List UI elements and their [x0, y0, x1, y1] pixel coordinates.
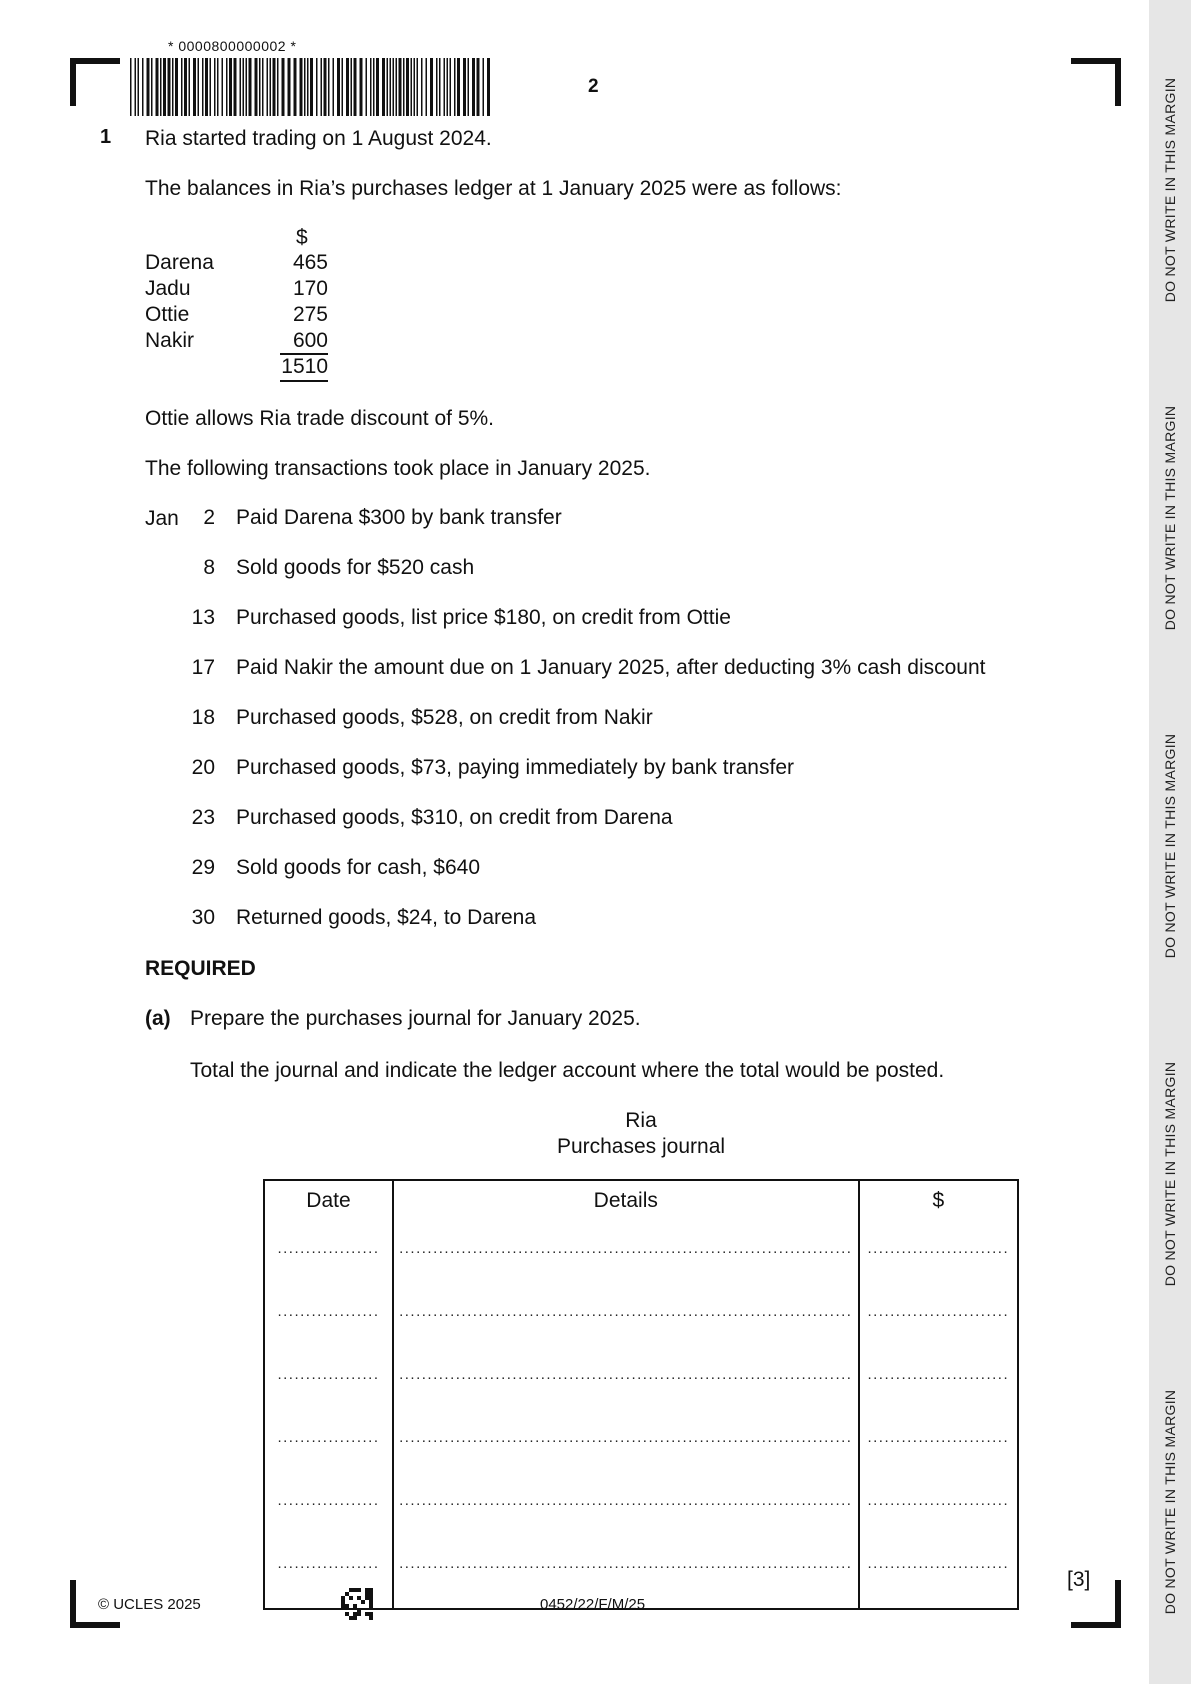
amount-answer-line[interactable]: ......................... [859, 1293, 1018, 1356]
transaction-day: 23 [191, 806, 215, 829]
margin-warning: DO NOT WRITE IN THIS MARGIN [1162, 1389, 1178, 1615]
purchases-journal-table [263, 1179, 1019, 1610]
question-intro: Ria started trading on 1 August 2024. [145, 127, 492, 150]
date-answer-line[interactable]: .................. [264, 1482, 393, 1545]
copyright-notice: © UCLES 2025 [98, 1596, 201, 1613]
details-answer-line[interactable]: ................................................................................ [393, 1230, 859, 1293]
question-number: 1 [100, 126, 112, 148]
transaction-text: Sold goods for cash, $640 [236, 856, 481, 879]
balance-amount-ottie: 275 [292, 303, 328, 326]
journal-title: Ria [625, 1109, 657, 1132]
transaction-text: Sold goods for $520 cash [236, 556, 475, 579]
corner-mark-top-left-vertical [70, 58, 76, 106]
date-answer-line[interactable]: .................. [264, 1356, 393, 1419]
journal-subtitle: Purchases journal [556, 1135, 726, 1158]
details-answer-line[interactable]: ................................................................................ [393, 1482, 859, 1545]
column-header-details: Details [393, 1180, 859, 1230]
transaction-day: 13 [191, 606, 215, 629]
date-answer-line[interactable]: .................. [264, 1419, 393, 1482]
details-answer-line[interactable]: ................................................................................ [393, 1419, 859, 1482]
amount-answer-line[interactable]: ......................... [859, 1419, 1018, 1482]
amount-answer-line[interactable]: ......................... [859, 1545, 1018, 1609]
transaction-day: 18 [191, 706, 215, 729]
column-header-date: Date [264, 1180, 393, 1230]
barcode-image [130, 58, 492, 116]
journal-row [264, 1293, 1018, 1356]
journal-row [264, 1230, 1018, 1293]
transaction-text: Returned goods, $24, to Darena [236, 906, 537, 929]
balance-name-jadu: Jadu [145, 277, 191, 300]
total-rule-bottom [280, 380, 328, 382]
details-answer-line[interactable]: ................................................................................ [393, 1545, 859, 1609]
part-a-text: Prepare the purchases journal for January 2025. [190, 1007, 641, 1030]
journal-row [264, 1482, 1018, 1545]
details-answer-line[interactable]: ................................................................................ [393, 1356, 859, 1419]
transaction-day: 17 [191, 656, 215, 679]
corner-mark-bottom-left [70, 1622, 120, 1628]
margin-warning: DO NOT WRITE IN THIS MARGIN [1162, 1061, 1178, 1287]
transaction-day: 30 [191, 906, 215, 929]
date-answer-line[interactable]: .................. [264, 1293, 393, 1356]
margin-warning: DO NOT WRITE IN THIS MARGIN [1162, 733, 1178, 959]
transaction-text: Purchased goods, $528, on credit from Nakir [236, 706, 653, 729]
transaction-day: 8 [203, 556, 215, 579]
currency-header: $ [296, 226, 308, 249]
transaction-day: 29 [191, 856, 215, 879]
balance-amount-nakir: 600 [292, 329, 328, 352]
corner-mark-bottom-right-vertical [1115, 1580, 1121, 1628]
transactions-intro: The following transactions took place in January 2025. [145, 457, 651, 480]
corner-mark-bottom-left-vertical [70, 1580, 76, 1628]
corner-mark-bottom-right [1071, 1622, 1121, 1628]
balance-name-darena: Darena [145, 251, 214, 274]
part-a-instruction: Total the journal and indicate the ledger account where the total would be posted. [190, 1059, 945, 1082]
paper-code: 0452/22/F/M/25 [540, 1596, 646, 1613]
amount-answer-line[interactable]: ......................... [859, 1356, 1018, 1419]
amount-answer-line[interactable]: ......................... [859, 1230, 1018, 1293]
balances-intro: The balances in Ria’s purchases ledger at 1 January 2025 were as follows: [145, 177, 842, 200]
month-label: Jan [145, 507, 179, 530]
part-a-label: (a) [145, 1007, 171, 1030]
date-answer-line[interactable]: .................. [264, 1545, 393, 1609]
corner-mark-top-left [70, 58, 120, 64]
column-header-amount: $ [859, 1180, 1018, 1230]
transaction-text: Paid Darena $300 by bank transfer [236, 506, 562, 529]
details-answer-line[interactable]: ................................................................................ [393, 1293, 859, 1356]
barcode-number: * 0000800000002 * [168, 38, 297, 54]
margin-warning: DO NOT WRITE IN THIS MARGIN [1162, 405, 1178, 631]
date-answer-line[interactable]: .................. [264, 1230, 393, 1293]
page-number: 2 [588, 76, 599, 97]
balances-total: 1510 [281, 355, 328, 378]
transaction-text: Paid Nakir the amount due on 1 January 2025, after deducting 3% cash discount [236, 656, 986, 679]
balance-name-ottie: Ottie [145, 303, 190, 326]
transaction-text: Purchased goods, $310, on credit from Darena [236, 806, 673, 829]
transaction-day: 2 [203, 506, 215, 529]
discount-note: Ottie allows Ria trade discount of 5%. [145, 407, 495, 430]
qr-code-image [341, 1588, 373, 1620]
marks-allocation: [3] [1067, 1568, 1091, 1591]
balance-amount-darena: 465 [292, 251, 328, 274]
journal-row [264, 1356, 1018, 1419]
required-heading: REQUIRED [145, 957, 256, 980]
transaction-text: Purchased goods, $73, paying immediately by bank transfer [236, 756, 794, 779]
amount-answer-line[interactable]: ......................... [859, 1482, 1018, 1545]
transaction-day: 20 [191, 756, 215, 779]
balance-amount-jadu: 170 [292, 277, 328, 300]
balance-name-nakir: Nakir [145, 329, 195, 352]
corner-mark-top-right-vertical [1115, 58, 1121, 106]
corner-mark-top-right [1071, 58, 1121, 64]
journal-header-row [264, 1180, 1018, 1230]
journal-row [264, 1419, 1018, 1482]
transaction-text: Purchased goods, list price $180, on credit from Ottie [236, 606, 731, 629]
margin-warning: DO NOT WRITE IN THIS MARGIN [1162, 77, 1178, 303]
